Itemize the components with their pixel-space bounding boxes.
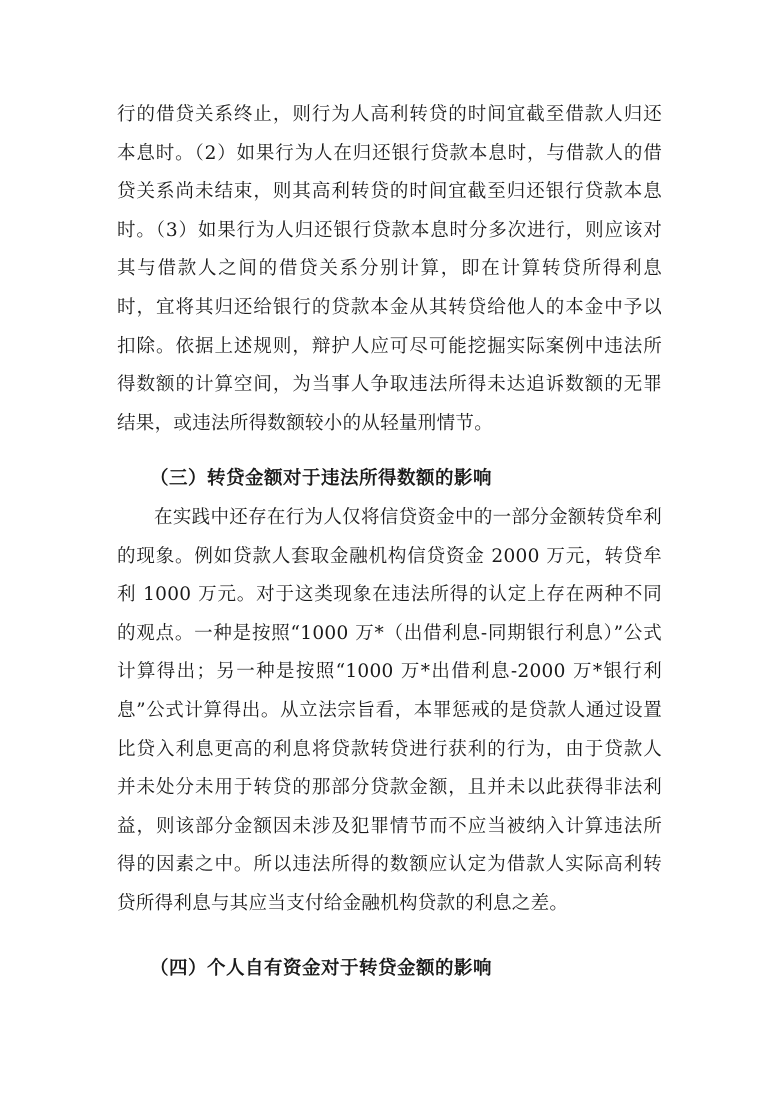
section-heading-4: （四）个人自有资金对于转贷金额的影响 xyxy=(150,958,493,979)
section-heading-3: （三）转贷金额对于违法所得数额的影响 xyxy=(150,468,493,489)
paragraph-continued: 行的借贷关系终止，则行为人高利转贷的时间宜截至借款人归还本息时。（2）如果行为人在归还银行贷款本息时，与借款人的借贷关系尚未结束，则其高利转贷的时间宜截至归还银行贷款本息时。（3）如果行为人归还银行贷款本息时分多次进行，则应该对其与借款人之间的借贷关系分别计算，即在计算转贷所得利息时，宜将其归还给银行的贷款本金从其转贷给他人的本金中予以扣除。依据上述规则，辩护人应可尽可能挖掘实际案例中违法所得数额的计算空间，为当事人争取违法所得未达追诉数额的无罪结果，或违法所得数额较小的从轻量刑情节。 xyxy=(117,104,662,434)
paragraph-3: 在实践中还存在行为人仅将信贷资金中的一部分金额转贷牟利的现象。例如贷款人套取金融机构信贷资金 2000 万元，转贷牟利 1000 万元。对于这类现象在违法所得的认定上存在两种不同的观点。一种是按照“1000 万*（出借利息-同期银行利息）”公式计算得出；另一种是按照“1000 万*出借利息-2000 万*银行利息”公式计算得出。从立法宗旨看，本罪惩戒的是贷款人通过设置比贷入利息更高的利息将贷款转贷进行获利的行为，由于贷款人并未处分未用于转贷的那部分贷款金额，且并未以此获得非法利益，则该部分金额因未涉及犯罪情节而不应当被纳入计算违法所得的因素之中。所以违法所得的数额应认定为借款人实际高利转贷所得利息与其应当支付给金融机构贷款的利息之差。 xyxy=(117,507,662,914)
